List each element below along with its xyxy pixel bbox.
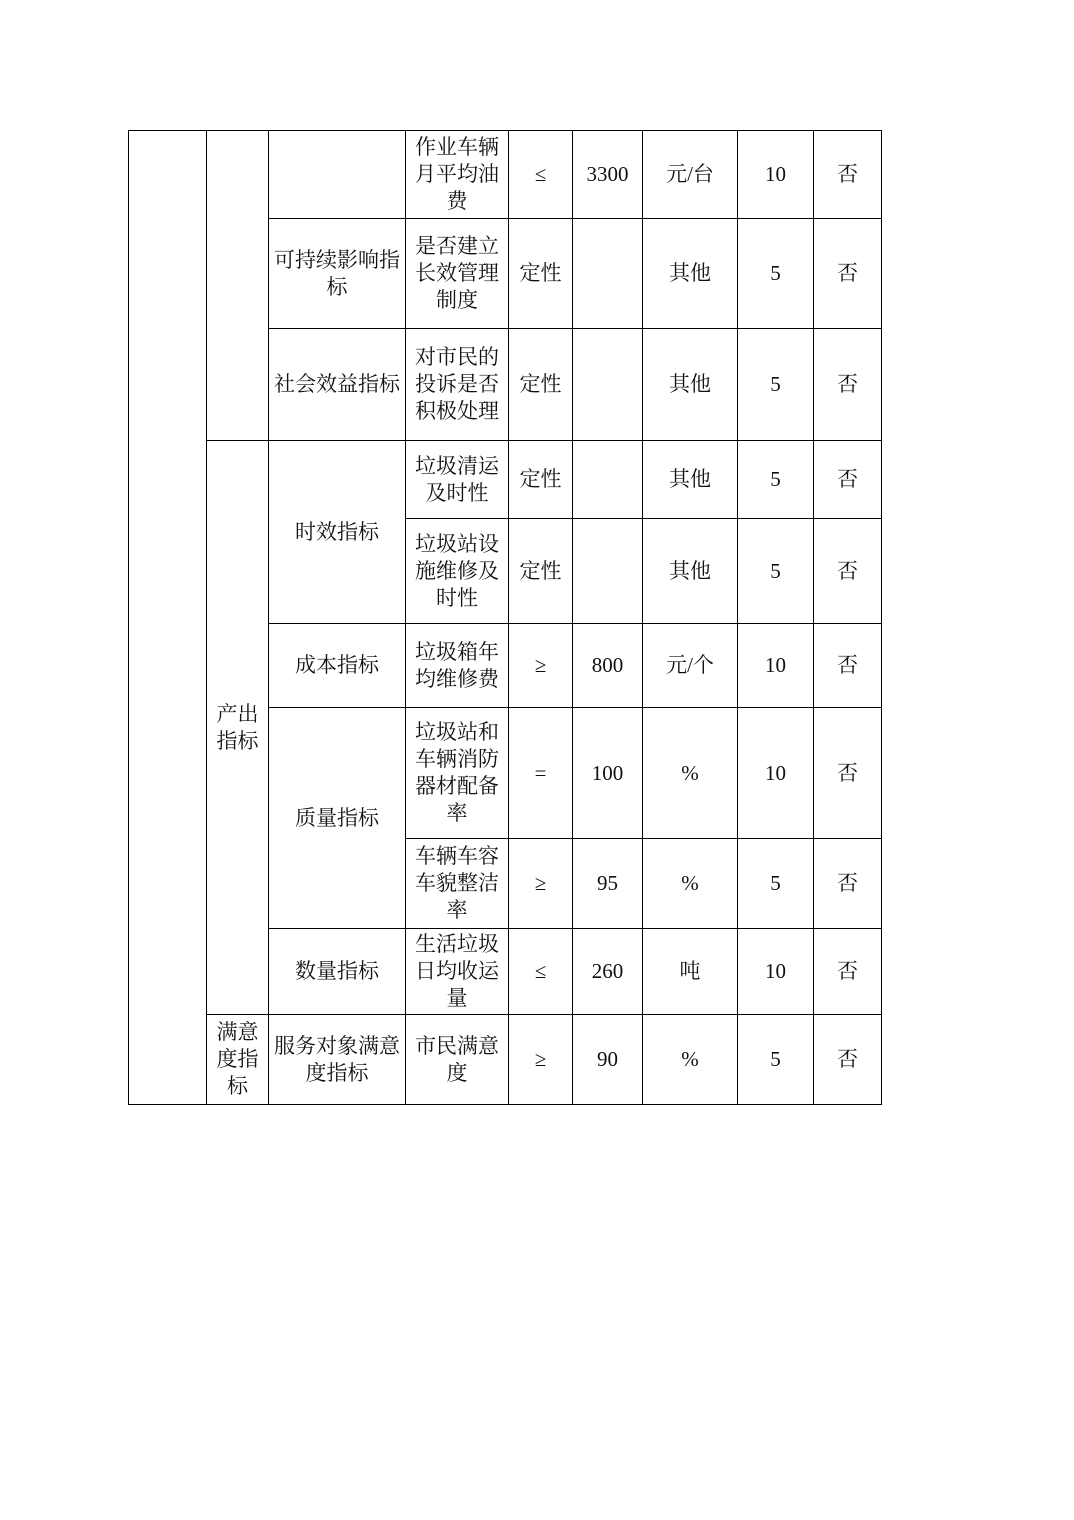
metric-type-cell: ≥ xyxy=(509,839,573,929)
core-indicator-cell: 否 xyxy=(814,131,882,219)
core-indicator-cell: 否 xyxy=(814,1015,882,1105)
metric-type-cell: ≤ xyxy=(509,131,573,219)
metric-type-cell: ≥ xyxy=(509,624,573,708)
weight-cell: 5 xyxy=(738,519,814,624)
target-value-cell xyxy=(573,441,643,519)
unit-cell: 吨 xyxy=(643,929,738,1015)
unit-cell: 其他 xyxy=(643,441,738,519)
level3-category-cell xyxy=(269,131,406,219)
metric-type-cell: 定性 xyxy=(509,329,573,441)
level3-category-cell: 服务对象满意度指标 xyxy=(269,1015,406,1105)
level2-category-satisfaction: 满意度指标 xyxy=(207,1015,269,1105)
unit-cell: 元/个 xyxy=(643,624,738,708)
table-row xyxy=(129,1015,882,1105)
indicator-name-cell: 是否建立长效管理制度 xyxy=(406,219,509,329)
level3-category-cell: 成本指标 xyxy=(269,624,406,708)
unit-cell: % xyxy=(643,839,738,929)
unit-cell: % xyxy=(643,1015,738,1105)
core-indicator-cell: 否 xyxy=(814,929,882,1015)
unit-cell: 其他 xyxy=(643,519,738,624)
unit-cell: 其他 xyxy=(643,329,738,441)
metric-type-cell: ≥ xyxy=(509,1015,573,1105)
weight-cell: 5 xyxy=(738,839,814,929)
metric-type-cell: 定性 xyxy=(509,519,573,624)
weight-cell: 5 xyxy=(738,219,814,329)
unit-cell: 其他 xyxy=(643,219,738,329)
weight-cell: 10 xyxy=(738,131,814,219)
indicator-name-cell: 垃圾箱年均维修费 xyxy=(406,624,509,708)
target-value-cell xyxy=(573,329,643,441)
core-indicator-cell: 否 xyxy=(814,708,882,839)
indicator-name-cell: 车辆车容车貌整洁率 xyxy=(406,839,509,929)
target-value-cell: 3300 xyxy=(573,131,643,219)
level3-category-cell: 质量指标 xyxy=(269,708,406,929)
level3-category-cell: 时效指标 xyxy=(269,441,406,624)
metric-type-cell: ≤ xyxy=(509,929,573,1015)
indicator-name-cell: 垃圾站设施维修及时性 xyxy=(406,519,509,624)
weight-cell: 10 xyxy=(738,624,814,708)
metric-type-cell: 定性 xyxy=(509,219,573,329)
indicator-name-cell: 作业车辆月平均油费 xyxy=(406,131,509,219)
weight-cell: 5 xyxy=(738,1015,814,1105)
weight-cell: 10 xyxy=(738,708,814,839)
metric-type-cell: 定性 xyxy=(509,441,573,519)
unit-cell: 元/台 xyxy=(643,131,738,219)
target-value-cell: 100 xyxy=(573,708,643,839)
metric-type-cell: = xyxy=(509,708,573,839)
table-row xyxy=(129,131,882,219)
core-indicator-cell: 否 xyxy=(814,839,882,929)
level3-category-cell: 社会效益指标 xyxy=(269,329,406,441)
indicator-name-cell: 生活垃圾日均收运量 xyxy=(406,929,509,1015)
level3-category-cell: 数量指标 xyxy=(269,929,406,1015)
level2-category-output: 产出指标 xyxy=(207,441,269,1015)
unit-cell: % xyxy=(643,708,738,839)
level3-category-cell: 可持续影响指标 xyxy=(269,219,406,329)
core-indicator-cell: 否 xyxy=(814,219,882,329)
target-value-cell: 260 xyxy=(573,929,643,1015)
weight-cell: 10 xyxy=(738,929,814,1015)
level1-category-cell xyxy=(129,131,207,1105)
indicator-name-cell: 对市民的投诉是否积极处理 xyxy=(406,329,509,441)
target-value-cell xyxy=(573,219,643,329)
target-value-cell: 90 xyxy=(573,1015,643,1105)
indicator-name-cell: 垃圾站和车辆消防器材配备率 xyxy=(406,708,509,839)
core-indicator-cell: 否 xyxy=(814,624,882,708)
table-row xyxy=(129,441,882,519)
core-indicator-cell: 否 xyxy=(814,329,882,441)
weight-cell: 5 xyxy=(738,441,814,519)
target-value-cell xyxy=(573,519,643,624)
core-indicator-cell: 否 xyxy=(814,519,882,624)
target-value-cell: 800 xyxy=(573,624,643,708)
target-value-cell: 95 xyxy=(573,839,643,929)
indicator-name-cell: 垃圾清运及时性 xyxy=(406,441,509,519)
indicator-name-cell: 市民满意度 xyxy=(406,1015,509,1105)
performance-indicator-table xyxy=(128,130,882,1105)
core-indicator-cell: 否 xyxy=(814,441,882,519)
weight-cell: 5 xyxy=(738,329,814,441)
level2-category-cell-empty xyxy=(207,131,269,441)
